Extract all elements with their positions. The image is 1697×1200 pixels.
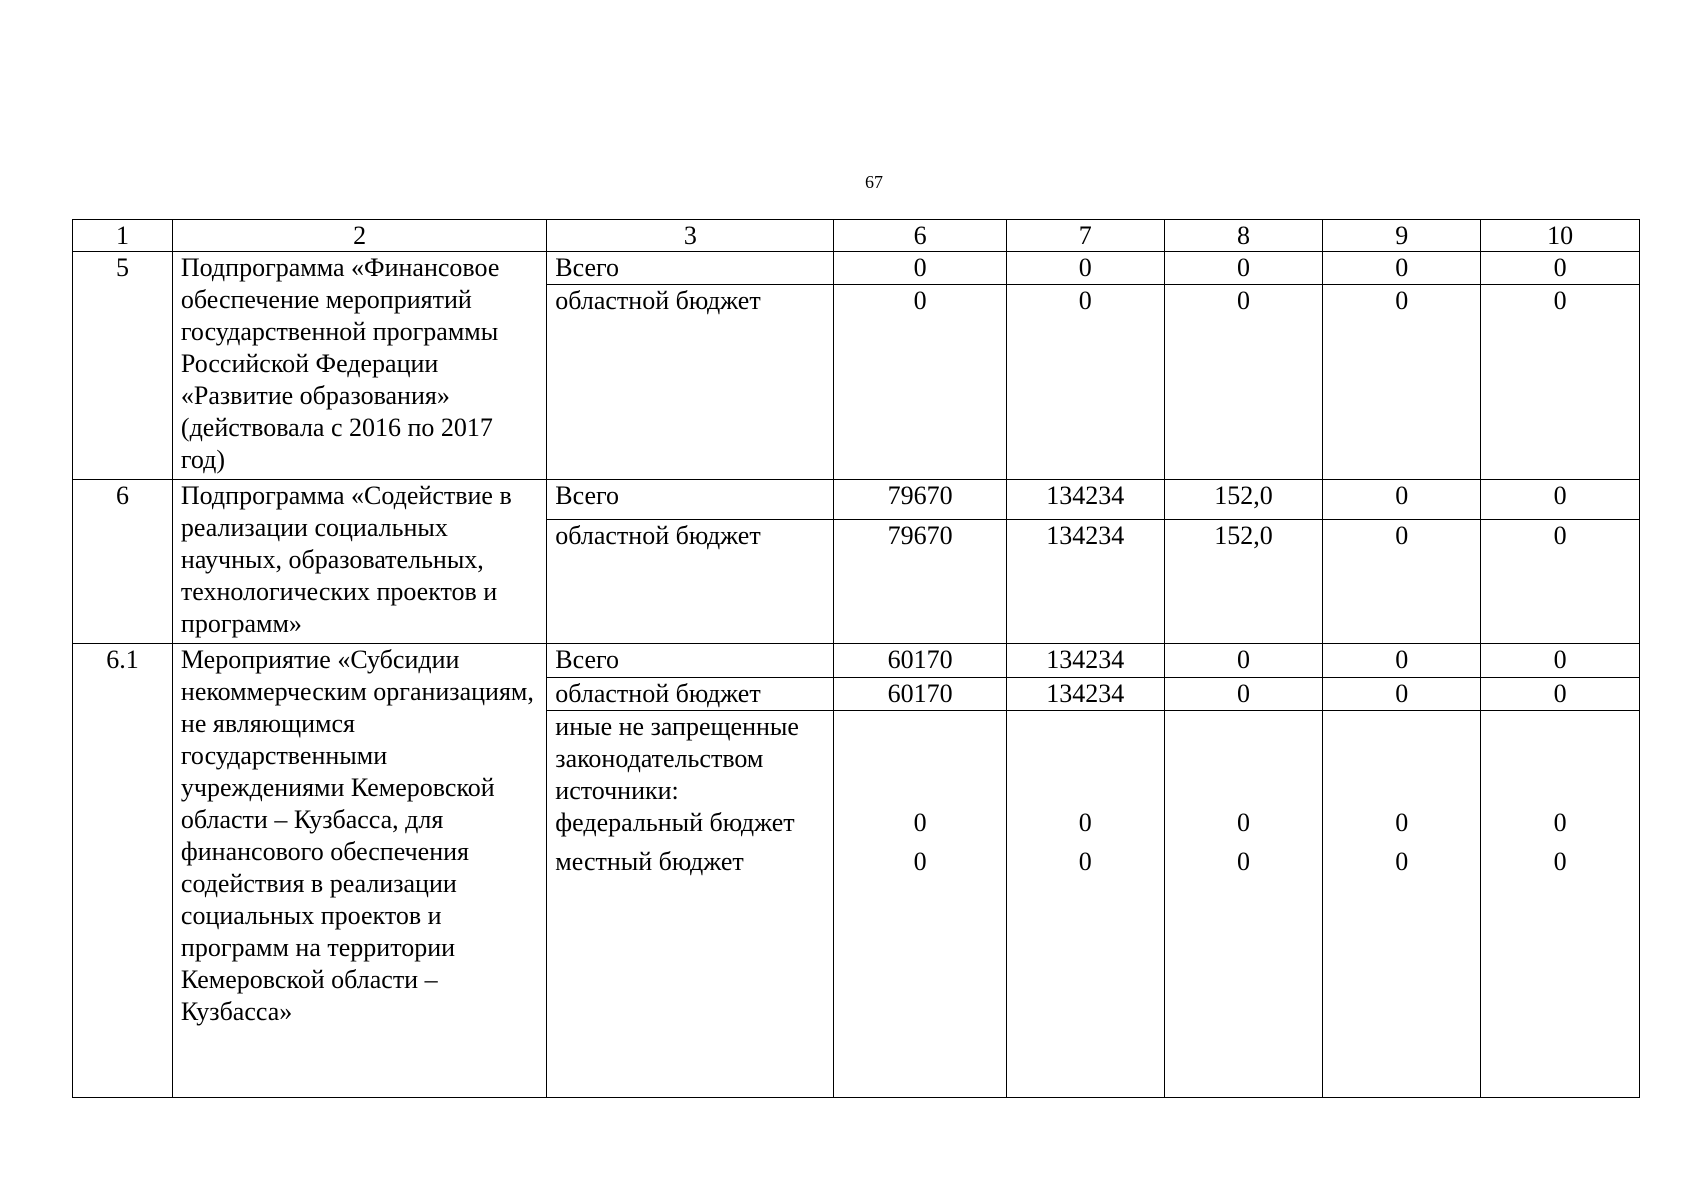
- row-number: 6.1: [73, 644, 173, 1098]
- value-cell: 0: [1481, 520, 1640, 644]
- table-row: [73, 252, 1640, 285]
- value-cell: 0: [1006, 285, 1164, 480]
- table-row: [73, 480, 1640, 520]
- value-cell: 0: [1164, 678, 1323, 711]
- value-cell: 152,0: [1164, 520, 1323, 644]
- value-cell: 0: [834, 285, 1006, 480]
- row-number: 5: [73, 252, 173, 480]
- value-cell: 60170: [834, 678, 1006, 711]
- budget-table: [72, 219, 1640, 1098]
- source-cell-other: [547, 711, 834, 1098]
- page-number: 67: [865, 172, 883, 192]
- value-cell: 60170: [834, 644, 1006, 678]
- source-label: Всего: [547, 252, 834, 285]
- value-federal: 0: [1078, 808, 1092, 837]
- value-cell: 0: [1481, 644, 1640, 678]
- value-cell: 0: [1164, 285, 1323, 480]
- value-cell: 134234: [1006, 520, 1164, 644]
- value-cell: 0: [1323, 520, 1481, 644]
- value-cell: [1006, 711, 1164, 1098]
- value-cell: 0: [1323, 480, 1481, 520]
- header-cell-7: 7: [1006, 220, 1164, 252]
- header-cell-8: 8: [1164, 220, 1323, 252]
- value-cell: 0: [1481, 252, 1640, 285]
- value-cell: 0: [1164, 252, 1323, 285]
- header-cell-2: 2: [172, 220, 546, 252]
- row-name: Подпрограмма «Содействие в реализации социальных научных, образовательных, технологических проектов и программ»: [172, 480, 546, 644]
- value-federal: 0: [913, 808, 927, 837]
- value-cell: 0: [1323, 678, 1481, 711]
- value-cell: 0: [1481, 678, 1640, 711]
- source-label: федеральный бюджет: [555, 808, 795, 837]
- row-number: 6: [73, 480, 173, 644]
- value-cell: 79670: [834, 520, 1006, 644]
- value-cell: 134234: [1006, 644, 1164, 678]
- value-cell: 152,0: [1164, 480, 1323, 520]
- source-label: областной бюджет: [547, 285, 834, 480]
- source-label: местный бюджет: [555, 847, 744, 876]
- row-name: Подпрограмма «Финансовое обеспечение мероприятий государственной программы Российской Федерации «Развитие образования» (действовала с 2016 по 2017 год): [172, 252, 546, 480]
- value-cell: 0: [1006, 252, 1164, 285]
- value-cell: 0: [834, 252, 1006, 285]
- value-cell: [834, 711, 1006, 1098]
- other-sources-label: иные не запрещенные законодательством источники:: [555, 712, 799, 805]
- source-label: областной бюджет: [547, 520, 834, 644]
- value-federal: 0: [1553, 808, 1567, 837]
- value-cell: [1481, 711, 1640, 1098]
- value-local: 0: [1237, 847, 1250, 876]
- source-label: областной бюджет: [547, 678, 834, 711]
- row-name: Мероприятие «Субсидии некоммерческим организациям, не являющимся государственными учреждениями Кемеровской области – Кузбасса, для финансового обеспечения содействия в реализации социальных проектов и программ на территории Кемеровской области – Кузбасса»: [172, 644, 546, 1098]
- header-cell-1: 1: [73, 220, 173, 252]
- source-label: Всего: [547, 644, 834, 678]
- value-cell: 0: [1481, 285, 1640, 480]
- header-cell-10: 10: [1481, 220, 1640, 252]
- header-cell-9: 9: [1323, 220, 1481, 252]
- value-local: 0: [1553, 847, 1567, 876]
- value-local: 0: [1078, 847, 1092, 876]
- table-row: [73, 644, 1640, 678]
- value-cell: 0: [1323, 252, 1481, 285]
- value-cell: [1164, 711, 1323, 1098]
- value-federal: 0: [1237, 808, 1250, 837]
- value-local: 0: [1395, 847, 1409, 876]
- value-cell: 134234: [1006, 678, 1164, 711]
- value-cell: 0: [1481, 480, 1640, 520]
- header-row: [73, 220, 1640, 252]
- header-cell-3: 3: [547, 220, 834, 252]
- value-federal: 0: [1395, 808, 1409, 837]
- header-cell-6: 6: [834, 220, 1006, 252]
- value-cell: 79670: [834, 480, 1006, 520]
- value-cell: [1323, 711, 1481, 1098]
- source-label: Всего: [547, 480, 834, 520]
- value-cell: 0: [1164, 644, 1323, 678]
- value-local: 0: [913, 847, 927, 876]
- value-cell: 134234: [1006, 480, 1164, 520]
- value-cell: 0: [1323, 644, 1481, 678]
- value-cell: 0: [1323, 285, 1481, 480]
